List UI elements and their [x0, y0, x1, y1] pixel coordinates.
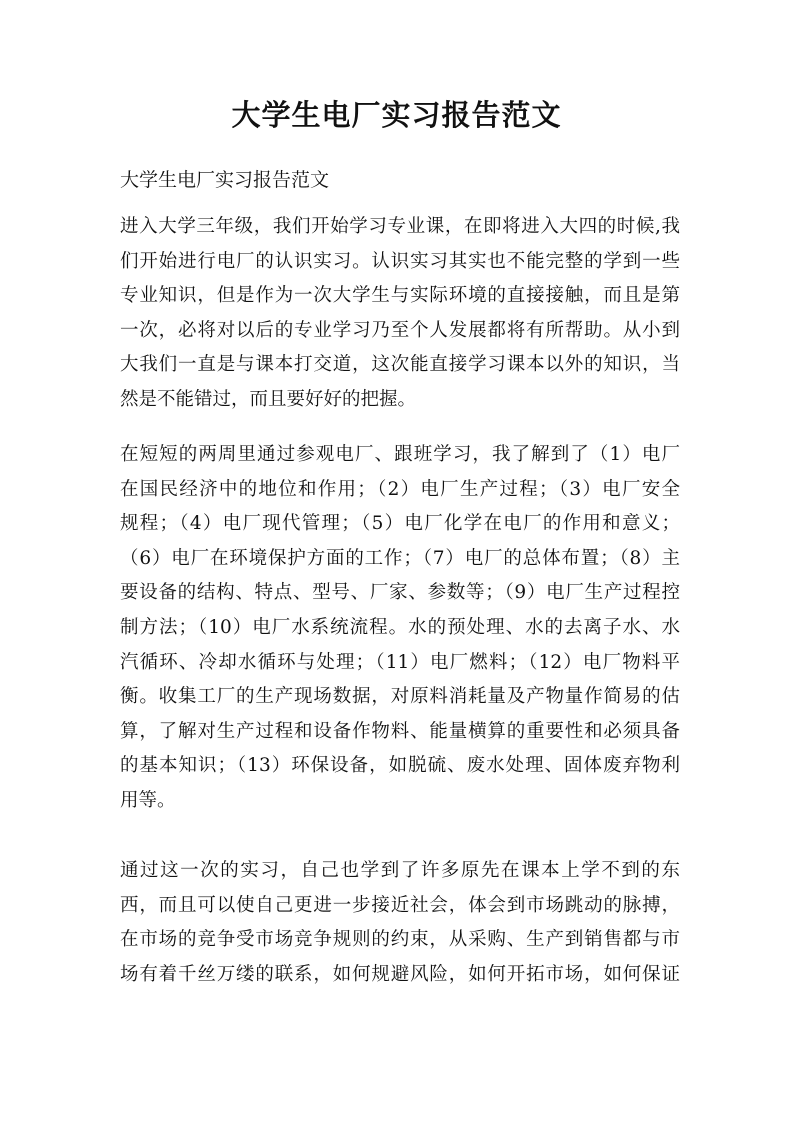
- paragraph-line: 场有着千丝万缕的联系，如何规避风险，如何开拓市场，如何保证: [120, 963, 680, 985]
- paragraph-line: 们开始进行电厂的认识实习。认识实习其实也不能完整的学到一些: [120, 250, 680, 272]
- paragraph-line: 算，了解对生产过程和设备作物料、能量横算的重要性和必须具备: [120, 720, 680, 742]
- paragraph-line: 大我们一直是与课本打交道，这次能直接学习课本以外的知识，当: [120, 354, 680, 376]
- paragraph-line: 的基本知识；（13）环保设备，如脱硫、废水处理、固体废弃物利: [120, 755, 680, 777]
- paragraph-line: 在市场的竞争受市场竞争规则的约束，从采购、生产到销售都与市: [120, 929, 680, 951]
- paragraph-reflection: [120, 854, 680, 992]
- paragraph-line: 西，而且可以使自己更进一步接近社会，体会到市场跳动的脉搏，: [120, 894, 680, 916]
- paragraph-line: 用等。: [120, 789, 176, 811]
- paragraph-line: 通过这一次的实习，自己也学到了许多原先在课本上学不到的东: [120, 860, 680, 881]
- paragraph-learning-items: [120, 438, 680, 819]
- paragraph-line: 一次，必将对以后的专业学习乃至个人发展都将有所帮助。从小到: [120, 319, 680, 341]
- paragraph-line: 衡。收集工厂的生产现场数据，对原料消耗量及产物量作简易的估: [120, 686, 680, 708]
- paragraph-line: 进入大学三年级，我们开始学习专业课，在即将进入大四的时候,我: [120, 216, 680, 237]
- paragraph-line: 在短短的两周里通过参观电厂、跟班学习，我了解到了（1）电厂: [120, 444, 680, 465]
- paragraph-line: 规程；（4）电厂现代管理；（5）电厂化学在电厂的作用和意义；: [120, 513, 680, 535]
- paragraph-line: 专业知识，但是作为一次大学生与实际环境的直接接触，而且是第: [120, 285, 680, 307]
- paragraph-line: 汽循环、冷却水循环与处理；（11）电厂燃料；（12）电厂物料平: [120, 651, 680, 673]
- paragraph-line: 要设备的结构、特点、型号、厂家、参数等；（9）电厂生产过程控: [120, 582, 680, 604]
- paragraph-line: （6）电厂在环境保护方面的工作；（7）电厂的总体布置；（8）主: [120, 547, 680, 569]
- document-title: 大学生电厂实习报告范文: [231, 98, 562, 132]
- document-subtitle: 大学生电厂实习报告范文: [120, 169, 330, 191]
- paragraph-line: 制方法；（10）电厂水系统流程。水的预处理、水的去离子水、水: [120, 616, 680, 638]
- paragraph-line: 在国民经济中的地位和作用；（2）电厂生产过程；（3）电厂安全: [120, 478, 680, 500]
- paragraph-intro: [120, 210, 680, 418]
- paragraph-line: 然是不能错过，而且要好好的把握。: [120, 388, 417, 410]
